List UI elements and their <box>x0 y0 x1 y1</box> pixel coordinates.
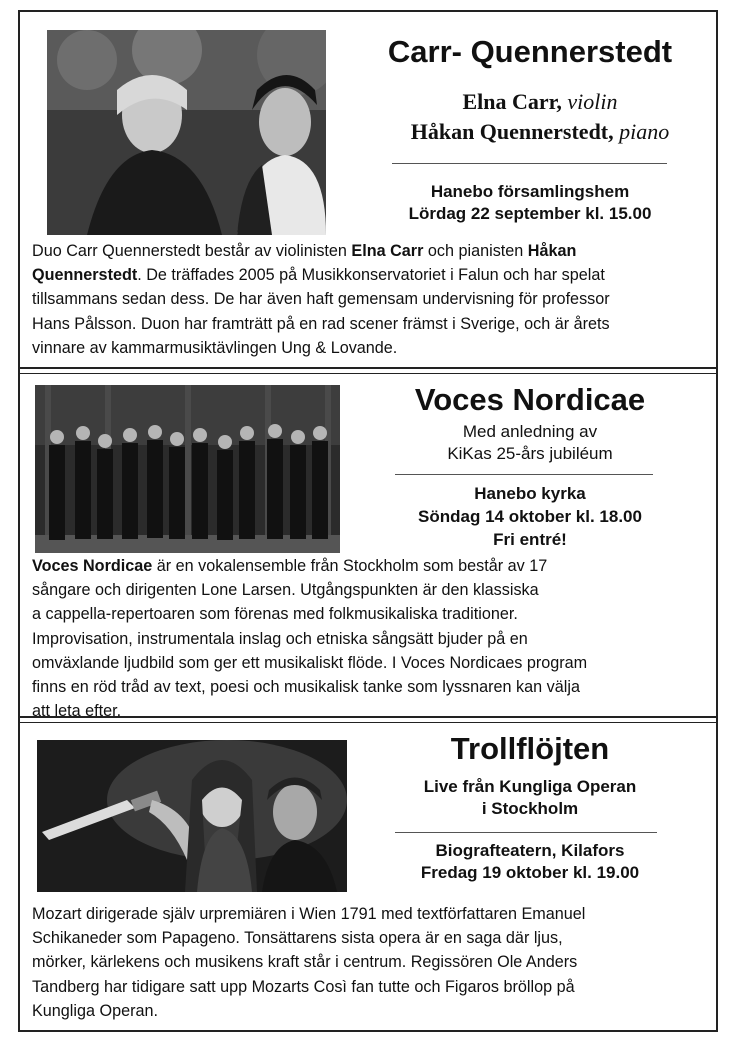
event3-description: Mozart dirigerade själv urpremiären i Wien 1791 med textförfattaren Emanuel Schikaneder som Papageno. Tonsättarens sista opera är en saga där ljus, mörker, kärlekens och musikens kraft står i centrum. Regissören Ole Anders Tandberg har tidigare satt upp Mozarts Così fan tutte och Figaros bröllop på Kungliga Operan. <box>32 905 586 1020</box>
event2-date: Söndag 14 oktober kl. 18.00 <box>418 507 642 526</box>
ensemble-photo <box>35 385 340 553</box>
event2-subtitle-2: KiKas 25-års jubiléum <box>447 444 613 463</box>
performer-instrument: violin <box>567 89 618 114</box>
performer-line-1 <box>375 87 705 117</box>
section-divider <box>18 716 718 718</box>
duo-photo <box>47 30 326 235</box>
section-rule <box>395 474 653 475</box>
event1-date: Lördag 22 september kl. 15.00 <box>408 204 652 223</box>
event1-venue: Hanebo församlingshem <box>430 182 630 201</box>
event1-description: Duo Carr Quennerstedt består av violinisten Elna Carr och pianisten Håkan Quennerstedt. De träffades 2005 på Musikkonservatoriet i Falun och har spelat tillsammans sedan dess. De har även haft gemensam undervisning för professor Hans Pålsson. Duon har framträtt på en rad scener främst i Sverige, och är årets vinnare av kammarmusiktävlingen Ung & Lovande. <box>32 242 610 357</box>
section-divider <box>18 722 718 723</box>
event2-description: Voces Nordicae är en vokalensemble från Stockholm som består av 17 sångare och dirigenten Lone Larsen. Utgångspunkten är den klassiska a cappella-repertoaren som förenas med folkmusikaliska traditioner. Improvisation, instrumentala inslag och etniska sångsätt bjuder på en omväxlande ljudbild som ger ett musikaliskt flöde. I Voces Nordicaes program finns en röd tråd av text, poesi och musikalisk tanke som lyssnaren kan välja att leta efter. <box>32 557 588 721</box>
event3-venue: Biografteatern, Kilafors <box>435 841 625 860</box>
event2-subtitle-1: Med anledning av <box>462 422 598 441</box>
event3-date: Fredag 19 oktober kl. 19.00 <box>420 863 640 882</box>
performer-name: Håkan Quennerstedt, <box>410 119 614 144</box>
section-rule <box>392 163 667 164</box>
event3-title: Trollflöjten <box>450 731 610 766</box>
section-divider <box>18 367 718 369</box>
section-divider <box>18 373 718 374</box>
event2-admission-note: Fri entré! <box>493 530 567 549</box>
event2-title: Voces Nordicae <box>414 382 646 417</box>
event2-venue: Hanebo kyrka <box>474 484 586 503</box>
opera-photo <box>37 740 347 892</box>
performer-name: Elna Carr, <box>462 89 562 114</box>
event3-subtitle-2: i Stockholm <box>481 799 579 818</box>
section-rule <box>395 832 657 833</box>
performer-instrument: piano <box>619 119 670 144</box>
event3-subtitle-1: Live från Kungliga Operan <box>423 777 637 796</box>
event1-title: Carr- Quennerstedt <box>387 34 673 69</box>
performer-line-2 <box>375 117 705 147</box>
